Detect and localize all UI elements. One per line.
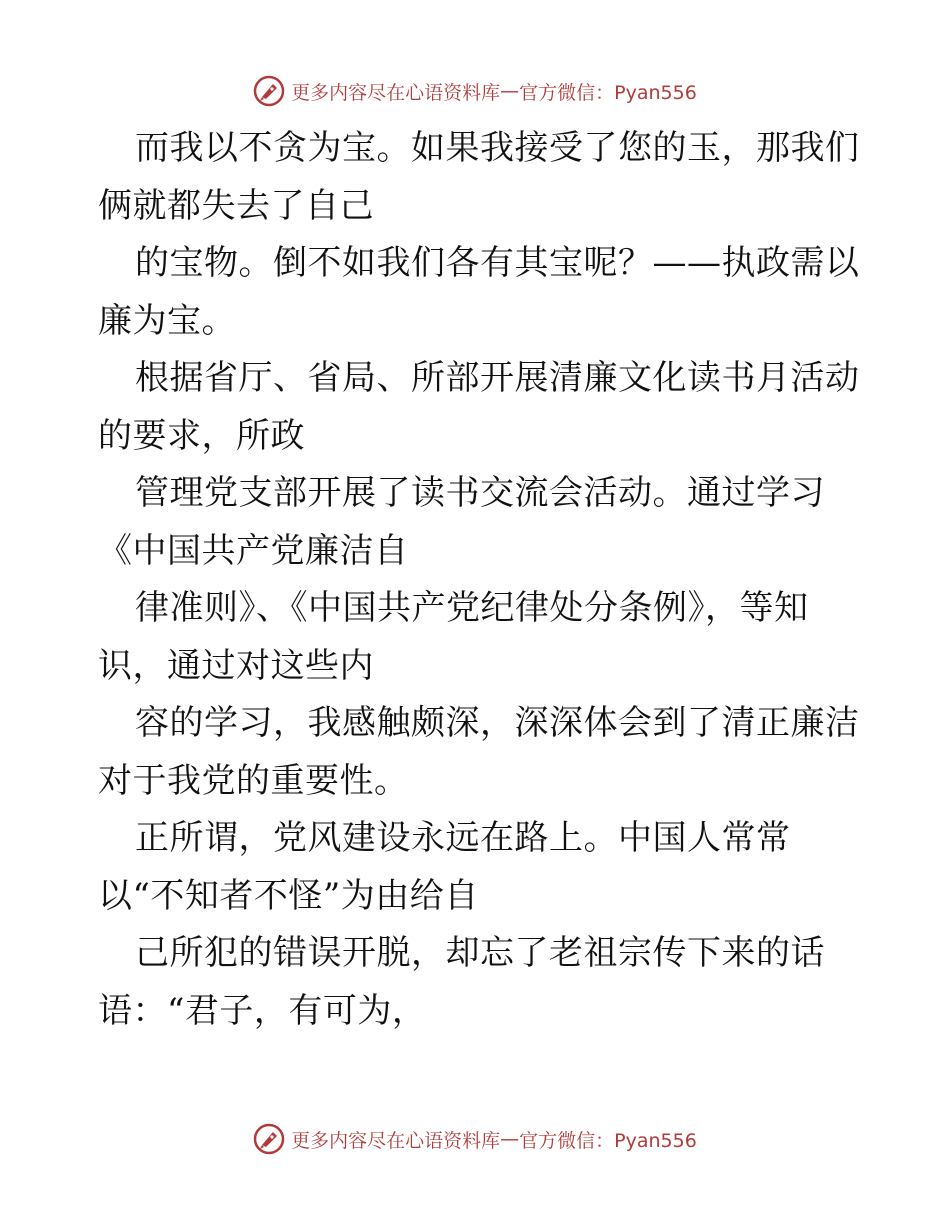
body-line: 容的学习，我感触颇深，深深体会到了清正廉洁: [135, 703, 860, 743]
header-banner-sub: 官方微信：Pyan556: [519, 81, 697, 104]
body-line: 俩就都失去了自己: [98, 185, 374, 226]
body-line: 《中国共产党廉洁自: [98, 530, 409, 571]
header-banner-text: 更多内容尽在心语资料库: [291, 81, 501, 104]
footer-banner-dash: —: [500, 1128, 520, 1150]
footer-banner-sub: 官方微信：Pyan556: [519, 1129, 697, 1152]
page-footer: [0, 1122, 950, 1156]
header-banner-dash: —: [500, 80, 520, 102]
body-line: 的宝物。倒不如我们各有其宝呢？——执政需以: [135, 243, 860, 283]
body-line: 语：“君子，有可为，: [98, 990, 427, 1031]
body-line: 根据省厅、省局、所部开展清廉文化读书月活动: [135, 358, 860, 398]
body-line: 己所犯的错误开脱，却忘了老祖宗传下来的话: [135, 933, 825, 973]
footer-banner-text: 更多内容尽在心语资料库: [291, 1129, 501, 1152]
body-line: 的要求，所政: [98, 415, 305, 456]
pen-nib-logo-icon: [253, 75, 285, 107]
page-header: [0, 74, 950, 108]
body-line: 管理党支部开展了读书交流会活动。通过学习: [135, 473, 825, 513]
body-line: 对于我党的重要性。: [98, 760, 409, 801]
body-line: 律准则》、《中国共产党纪律处分条例》，等知: [135, 588, 809, 628]
pen-nib-logo-icon: [253, 1123, 285, 1155]
body-line: 而我以不贪为宝。如果我接受了您的玉，那我们: [135, 128, 860, 168]
body-line: 廉为宝。: [98, 300, 236, 341]
body-line: 识，通过对这些内: [98, 645, 374, 686]
document-body: [98, 120, 858, 1040]
body-line: 正所谓，党风建设永远在路上。中国人常常: [135, 818, 791, 858]
body-line: 以“不知者不怪”为由给自: [98, 875, 479, 916]
